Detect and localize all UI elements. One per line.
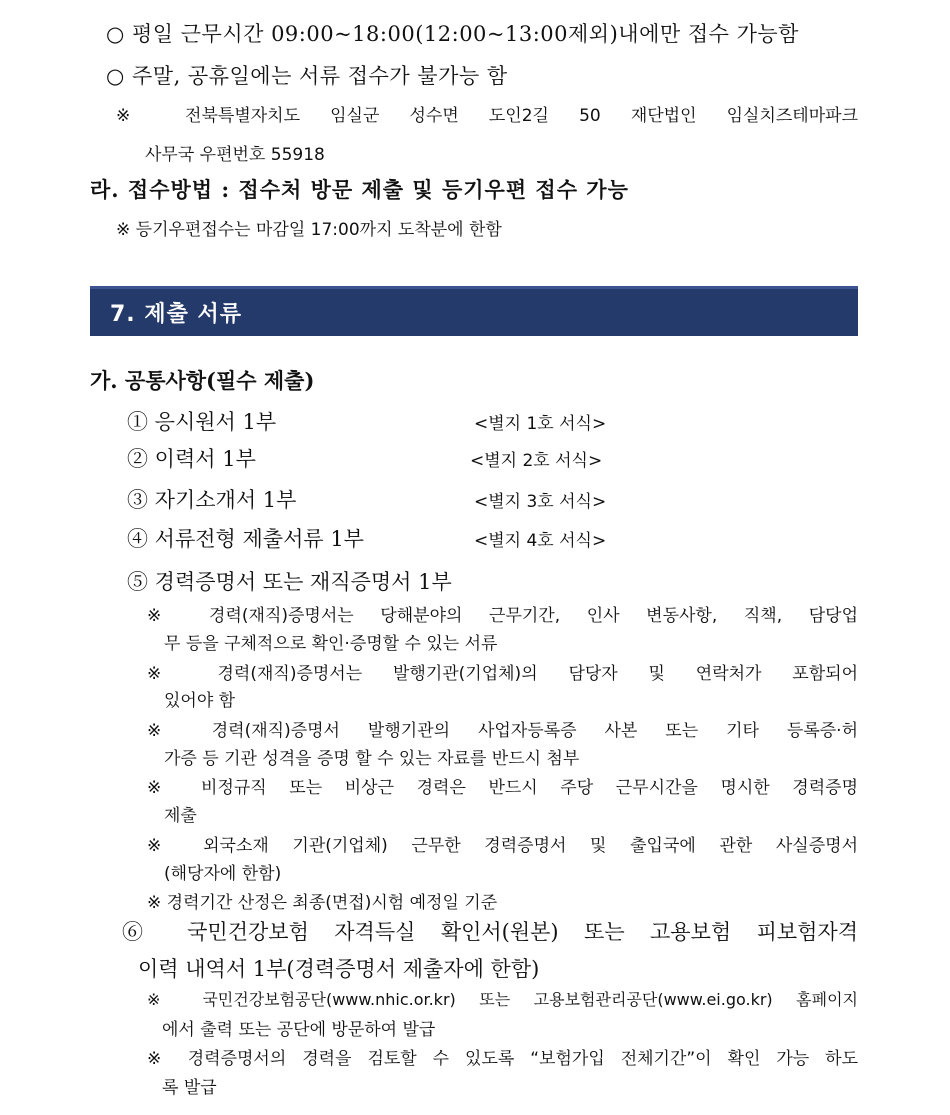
item-document-screening: ④ 서류전형 제출서류 1부 — [127, 527, 364, 551]
item-application-form-ref: <별지 1호 서식> — [474, 414, 607, 434]
career-note-6-line1: ※ 경력기간 산정은 최종(면접)시험 예정일 기준 — [147, 893, 498, 913]
career-note-1-line2: 무 등을 구체적으로 확인·증명할 수 있는 서류 — [164, 634, 498, 654]
item-document-screening-ref: <별지 4호 서식> — [474, 531, 607, 551]
weekday-reception-line: ○ 평일 근무시간 09:00~18:00(12:00~13:00제외)내에만 접수 가능함 — [106, 22, 799, 46]
insurance-note-2-line2: 록 발급 — [162, 1078, 217, 1098]
item-career-certificate: ⑤ 경력증명서 또는 재직증명서 1부 — [127, 570, 452, 594]
career-note-4-line1: ※ 비정규직 또는 비상근 경력은 반드시 주당 근무시간을 명시한 경력증명 — [147, 778, 858, 798]
career-note-3-line2: 가증 등 기관 성격을 증명 할 수 있는 자료를 반드시 첨부 — [164, 749, 580, 769]
career-note-2-line2: 있어야 함 — [164, 691, 236, 711]
section-banner — [90, 286, 858, 336]
insurance-note-1-line2: 에서 출력 또는 공단에 방문하여 발급 — [162, 1020, 436, 1040]
registered-mail-note: ※ 등기우편접수는 마감일 17:00까지 도착분에 한함 — [116, 220, 502, 240]
weekend-reception-line: ○ 주말, 공휴일에는 서류 접수가 불가능 함 — [106, 64, 508, 88]
address-note-line1: ※ 전북특별자치도 임실군 성수면 도인2길 50 재단법인 임실치즈테마파크 — [116, 106, 858, 126]
career-note-5-line2: (해당자에 한함) — [164, 864, 282, 884]
insurance-note-1-line1: ※ 국민건강보험공단(www.nhic.or.kr) 또는 고용보험관리공단(www.ei.go.kr) 홈페이지 — [147, 990, 858, 1009]
item-self-intro: ③ 자기소개서 1부 — [127, 488, 297, 512]
career-note-2-line1: ※ 경력(재직)증명서는 발행기관(기업체)의 담당자 및 연락처가 포함되어 — [147, 664, 858, 684]
item-resume: ② 이력서 1부 — [127, 447, 256, 471]
item-resume-ref: <별지 2호 서식> — [470, 451, 603, 471]
career-note-4-line2: 제출 — [164, 806, 197, 826]
common-heading: 가. 공통사항(필수 제출) — [90, 368, 315, 393]
insurance-note-2-line1: ※ 경력증명서의 경력을 검토할 수 있도록 “보험가입 전체기간”이 확인 가능 하도 — [147, 1049, 858, 1069]
item-application-form: ① 응시원서 1부 — [127, 410, 277, 434]
item-insurance-record-line2: 이력 내역서 1부(경력증명서 제출자에 한함) — [138, 957, 540, 981]
item-insurance-record-line1: ⑥ 국민건강보험 자격득실 확인서(원본) 또는 고용보험 피보험자격 — [122, 920, 858, 944]
career-note-5-line1: ※ 외국소재 기관(기업체) 근무한 경력증명서 및 출입국에 관한 사실증명서 — [147, 836, 858, 856]
item-self-intro-ref: <별지 3호 서식> — [474, 492, 607, 512]
section-title: 7. 제출 서류 — [110, 302, 242, 327]
method-heading: 라. 접수방법 : 접수처 방문 제출 및 등기우편 접수 가능 — [90, 177, 629, 202]
address-note-line2: 사무국 우편번호 55918 — [145, 145, 325, 165]
career-note-3-line1: ※ 경력(재직)증명서 발행기관의 사업자등록증 사본 또는 기타 등록증·허 — [147, 721, 858, 741]
career-note-1-line1: ※ 경력(재직)증명서는 당해분야의 근무기간, 인사 변동사항, 직책, 담당업 — [147, 606, 858, 626]
